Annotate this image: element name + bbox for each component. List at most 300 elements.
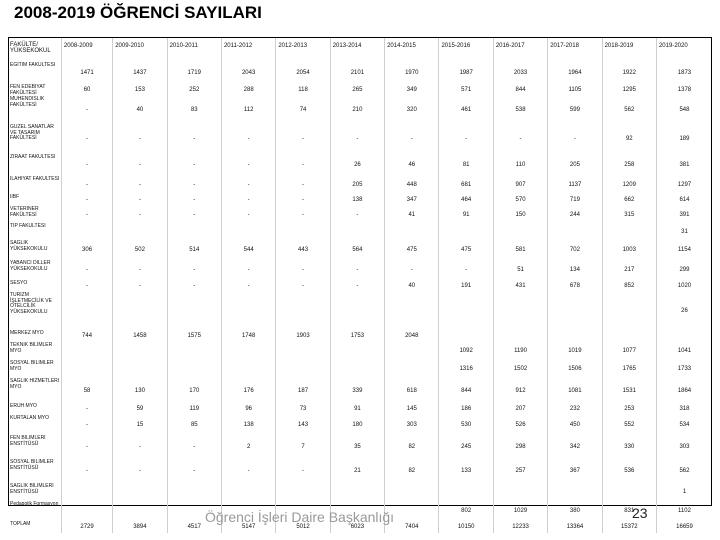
value-cell: -: [61, 435, 112, 459]
value-cell: 1964: [548, 62, 602, 84]
value-cell: 1154: [656, 240, 712, 260]
value-cell: 253: [602, 403, 656, 415]
table-row: [9, 403, 712, 415]
value-cell: -: [385, 260, 439, 280]
value-cell: 514: [167, 240, 221, 260]
value-cell: 1092: [439, 342, 493, 360]
value-cell: 303: [656, 435, 712, 459]
value-cell: 1987: [439, 62, 493, 84]
value-cell: [439, 330, 493, 342]
value-cell: 1575: [167, 330, 221, 342]
value-cell: 6023: [330, 521, 384, 533]
value-cell: 31: [656, 223, 712, 240]
value-cell: -: [113, 459, 167, 483]
value-cell: -: [61, 124, 112, 154]
value-cell: 16659: [656, 521, 712, 533]
row-label: SESYO: [10, 280, 28, 287]
year-header: 2019-2020: [656, 38, 712, 62]
value-cell: 1502: [493, 360, 547, 378]
value-cell: 1029: [493, 501, 547, 521]
value-cell: 1733: [656, 360, 712, 378]
value-cell: 245: [439, 435, 493, 459]
value-cell: 82: [385, 459, 439, 483]
year-header: 2011-2012: [221, 38, 275, 62]
value-cell: [61, 483, 112, 501]
page-title: 2008-2019 ÖĞRENCİ SAYILARI: [14, 3, 262, 22]
value-cell: 5147: [221, 521, 275, 533]
value-cell: [167, 292, 221, 330]
value-cell: 91: [439, 206, 493, 223]
value-cell: 306: [61, 240, 112, 260]
value-cell: -: [548, 124, 602, 154]
value-cell: [493, 330, 547, 342]
value-cell: 562: [656, 459, 712, 483]
value-cell: 2101: [330, 62, 384, 84]
value-cell: 571: [439, 84, 493, 96]
value-cell: [439, 292, 493, 330]
value-cell: -: [221, 206, 275, 223]
value-cell: [221, 292, 275, 330]
value-cell: -: [167, 435, 221, 459]
value-cell: [61, 292, 112, 330]
value-cell: [385, 483, 439, 501]
value-cell: 431: [493, 280, 547, 292]
value-cell: 318: [656, 403, 712, 415]
value-cell: 1295: [602, 84, 656, 96]
row-label: VETERİNER FAKÜLTESİ: [10, 206, 39, 218]
value-cell: 210: [330, 96, 384, 124]
value-cell: 678: [548, 280, 602, 292]
value-cell: 1970: [385, 62, 439, 84]
value-cell: 2043: [221, 62, 275, 84]
value-cell: [167, 223, 221, 240]
value-cell: [221, 342, 275, 360]
row-label: SOSYAL BİLİMLER MYO: [10, 360, 54, 372]
value-cell: 1748: [221, 330, 275, 342]
value-cell: 536: [602, 459, 656, 483]
value-cell: 7: [276, 435, 330, 459]
value-cell: -: [167, 459, 221, 483]
value-cell: 138: [221, 415, 275, 435]
value-cell: 342: [548, 435, 602, 459]
value-cell: [221, 483, 275, 501]
table-row: [9, 415, 712, 435]
value-cell: 170: [167, 378, 221, 403]
value-cell: [330, 342, 384, 360]
value-cell: 133: [439, 459, 493, 483]
table-row: [9, 260, 712, 280]
table-row: [9, 62, 712, 84]
value-cell: [602, 330, 656, 342]
value-cell: 802: [439, 501, 493, 521]
value-cell: 258: [602, 154, 656, 176]
value-cell: [61, 223, 112, 240]
value-cell: 1471: [61, 62, 112, 84]
value-cell: 475: [385, 240, 439, 260]
value-cell: 1019: [548, 342, 602, 360]
value-cell: [113, 483, 167, 501]
table-row: [9, 124, 712, 154]
value-cell: [602, 223, 656, 240]
value-cell: 1041: [656, 342, 712, 360]
year-header: 2010-2011: [167, 38, 221, 62]
value-cell: 15: [113, 415, 167, 435]
value-cell: 207: [493, 403, 547, 415]
value-cell: -: [113, 194, 167, 206]
value-cell: 912: [493, 378, 547, 403]
value-cell: 4517: [167, 521, 221, 533]
value-cell: [61, 342, 112, 360]
value-cell: [113, 223, 167, 240]
value-cell: 443: [276, 240, 330, 260]
value-cell: [276, 342, 330, 360]
year-header: 2014-2015: [385, 38, 439, 62]
year-header: 2017-2018: [548, 38, 602, 62]
value-cell: 189: [656, 124, 712, 154]
value-cell: [493, 223, 547, 240]
table-row: [9, 330, 712, 342]
value-cell: 205: [548, 154, 602, 176]
value-cell: 186: [439, 403, 493, 415]
value-cell: 180: [330, 415, 384, 435]
value-cell: 562: [602, 96, 656, 124]
value-cell: 5012: [276, 521, 330, 533]
row-label: İLAHİYAT FAKÜLTESİ: [10, 176, 60, 183]
year-header: 2008-2009: [61, 38, 112, 62]
value-cell: 502: [113, 240, 167, 260]
value-cell: [548, 330, 602, 342]
value-cell: -: [113, 280, 167, 292]
value-cell: -: [167, 124, 221, 154]
value-cell: 1137: [548, 176, 602, 194]
value-cell: 91: [330, 403, 384, 415]
value-cell: [276, 483, 330, 501]
value-cell: 153: [113, 84, 167, 96]
value-cell: 244: [548, 206, 602, 223]
table-row: [9, 176, 712, 194]
value-cell: 1922: [602, 62, 656, 84]
value-cell: 112: [221, 96, 275, 124]
value-cell: 2033: [493, 62, 547, 84]
value-cell: 40: [113, 96, 167, 124]
value-cell: 852: [602, 280, 656, 292]
value-cell: [656, 330, 712, 342]
value-cell: 1531: [602, 378, 656, 403]
value-cell: [221, 223, 275, 240]
value-cell: [385, 360, 439, 378]
value-cell: [167, 342, 221, 360]
table-row: [9, 280, 712, 292]
table-row: [9, 206, 712, 223]
value-cell: 831: [602, 501, 656, 521]
value-cell: -: [113, 260, 167, 280]
value-cell: [493, 483, 547, 501]
value-cell: -: [221, 194, 275, 206]
value-cell: 1719: [167, 62, 221, 84]
value-cell: 315: [602, 206, 656, 223]
value-cell: 12233: [493, 521, 547, 533]
value-cell: 35: [330, 435, 384, 459]
value-cell: 530: [439, 415, 493, 435]
value-cell: 110: [493, 154, 547, 176]
value-cell: -: [113, 176, 167, 194]
value-cell: [330, 360, 384, 378]
value-cell: 145: [385, 403, 439, 415]
year-header: 2012-2013: [276, 38, 330, 62]
value-cell: 13364: [548, 521, 602, 533]
value-cell: 448: [385, 176, 439, 194]
value-cell: 59: [113, 403, 167, 415]
value-cell: 252: [167, 84, 221, 96]
row-label: TIP FAKÜLTESİ: [10, 223, 46, 230]
value-cell: [113, 292, 167, 330]
value-cell: [61, 501, 112, 521]
value-cell: 1297: [656, 176, 712, 194]
row-label: MÜHENDİSLİK FAKÜLTESİ: [10, 96, 45, 108]
value-cell: -: [61, 154, 112, 176]
value-cell: 1003: [602, 240, 656, 260]
value-cell: 330: [602, 435, 656, 459]
value-cell: 26: [656, 292, 712, 330]
value-cell: [385, 223, 439, 240]
value-cell: -: [276, 194, 330, 206]
row-label: ZİRAAT FAKÜLTESİ: [10, 154, 56, 161]
value-cell: 380: [548, 501, 602, 521]
row-label: EĞİTİM FAKÜLTESİ: [10, 62, 56, 68]
value-cell: [330, 483, 384, 501]
value-cell: 2729: [61, 521, 112, 533]
value-cell: [276, 360, 330, 378]
row-label: YABANCI DİLLER YÜKSEKOKULU: [10, 260, 51, 272]
value-cell: 391: [656, 206, 712, 223]
value-cell: 41: [385, 206, 439, 223]
value-cell: -: [167, 260, 221, 280]
row-label: TURİZM İŞLETMECİLİK VE OTELCİLİK YÜKSEKOKULU: [10, 292, 52, 315]
value-cell: -: [221, 124, 275, 154]
student-count-table: [9, 38, 712, 533]
row-label: SOSYAL BİLİMLER ENSTİTÜSÜ: [10, 459, 54, 471]
value-cell: 349: [385, 84, 439, 96]
row-label: FAKÜLTE/ YÜKSEKOKUL: [10, 42, 51, 54]
value-cell: 1506: [548, 360, 602, 378]
value-cell: 475: [439, 240, 493, 260]
value-cell: -: [113, 435, 167, 459]
value-cell: 60: [61, 84, 112, 96]
value-cell: 10150: [439, 521, 493, 533]
table-row: [9, 194, 712, 206]
value-cell: -: [276, 260, 330, 280]
table-row: [9, 435, 712, 459]
value-cell: [330, 223, 384, 240]
value-cell: -: [276, 154, 330, 176]
value-cell: 73: [276, 403, 330, 415]
value-cell: 92: [602, 124, 656, 154]
value-cell: 232: [548, 403, 602, 415]
table-row: [9, 342, 712, 360]
value-cell: [602, 483, 656, 501]
value-cell: 2054: [276, 62, 330, 84]
value-cell: 85: [167, 415, 221, 435]
footer-department: Öğrenci İşleri Daire Başkanlığı: [205, 509, 395, 525]
value-cell: 347: [385, 194, 439, 206]
value-cell: 581: [493, 240, 547, 260]
row-label: SAĞLIK BİLİMLERİ ENSTİTÜSÜ: [10, 483, 54, 495]
value-cell: -: [61, 206, 112, 223]
value-cell: 844: [439, 378, 493, 403]
year-header: 2016-2017: [493, 38, 547, 62]
value-cell: 303: [385, 415, 439, 435]
value-cell: -: [167, 194, 221, 206]
value-cell: [61, 360, 112, 378]
value-cell: -: [167, 206, 221, 223]
value-cell: 907: [493, 176, 547, 194]
value-cell: 1081: [548, 378, 602, 403]
row-label: İİBF: [10, 194, 20, 201]
value-cell: 534: [656, 415, 712, 435]
value-cell: 176: [221, 378, 275, 403]
value-cell: 552: [602, 415, 656, 435]
value-cell: -: [493, 124, 547, 154]
value-cell: [113, 501, 167, 521]
value-cell: 1209: [602, 176, 656, 194]
table-row: [9, 154, 712, 176]
year-header: 2015-2016: [439, 38, 493, 62]
value-cell: 46: [385, 154, 439, 176]
value-cell: 464: [439, 194, 493, 206]
value-cell: 548: [656, 96, 712, 124]
table-row: [9, 223, 712, 240]
value-cell: -: [330, 124, 384, 154]
value-cell: 187: [276, 378, 330, 403]
value-cell: 1077: [602, 342, 656, 360]
value-cell: 544: [221, 240, 275, 260]
year-header: 2009-2010: [113, 38, 167, 62]
value-cell: 538: [493, 96, 547, 124]
value-cell: 21: [330, 459, 384, 483]
value-cell: 614: [656, 194, 712, 206]
value-cell: -: [276, 176, 330, 194]
value-cell: 1378: [656, 84, 712, 96]
value-cell: -: [61, 194, 112, 206]
row-label: GÜZEL SANATLAR VE TASARIM FAKÜLTESİ: [10, 124, 54, 142]
value-cell: 150: [493, 206, 547, 223]
value-cell: -: [439, 260, 493, 280]
value-cell: 96: [221, 403, 275, 415]
value-cell: -: [61, 403, 112, 415]
value-cell: [439, 483, 493, 501]
value-cell: -: [113, 124, 167, 154]
row-label: ERUH MYO: [10, 403, 37, 410]
table-row: [9, 240, 712, 260]
value-cell: 83: [167, 96, 221, 124]
value-cell: 1458: [113, 330, 167, 342]
value-cell: 119: [167, 403, 221, 415]
value-cell: -: [439, 124, 493, 154]
value-cell: -: [276, 206, 330, 223]
value-cell: 58: [61, 378, 112, 403]
row-label: SAĞLIK YÜKSEKOKULU: [10, 240, 48, 252]
value-cell: 2: [221, 435, 275, 459]
value-cell: [276, 223, 330, 240]
table-row: [9, 292, 712, 330]
table-row: [9, 84, 712, 96]
value-cell: 2048: [385, 330, 439, 342]
value-cell: 339: [330, 378, 384, 403]
row-label: FEN BİLİMLERİ ENSTİTÜSÜ: [10, 435, 46, 447]
value-cell: 51: [493, 260, 547, 280]
value-cell: 257: [493, 459, 547, 483]
value-cell: [330, 292, 384, 330]
table-body: [9, 38, 712, 533]
value-cell: -: [61, 280, 112, 292]
value-cell: 367: [548, 459, 602, 483]
row-label: SAĞLIK HİZMETLERİ MYO: [10, 378, 60, 390]
value-cell: -: [276, 280, 330, 292]
value-cell: 662: [602, 194, 656, 206]
value-cell: 298: [493, 435, 547, 459]
value-cell: [385, 292, 439, 330]
value-cell: 564: [330, 240, 384, 260]
value-cell: [548, 483, 602, 501]
value-cell: 702: [548, 240, 602, 260]
value-cell: 744: [61, 330, 112, 342]
header-row: [9, 38, 712, 62]
value-cell: [493, 292, 547, 330]
value-cell: -: [221, 459, 275, 483]
value-cell: 74: [276, 96, 330, 124]
row-label: Pedagojik Formasyon: [10, 501, 59, 508]
value-cell: -: [330, 260, 384, 280]
value-cell: -: [276, 124, 330, 154]
value-cell: 1753: [330, 330, 384, 342]
value-cell: 599: [548, 96, 602, 124]
value-cell: -: [276, 459, 330, 483]
value-cell: 526: [493, 415, 547, 435]
value-cell: 130: [113, 378, 167, 403]
value-cell: 299: [656, 260, 712, 280]
value-cell: 1873: [656, 62, 712, 84]
value-cell: [602, 292, 656, 330]
value-cell: 134: [548, 260, 602, 280]
value-cell: 82: [385, 435, 439, 459]
value-cell: 570: [493, 194, 547, 206]
value-cell: 1437: [113, 62, 167, 84]
year-header: 2013-2014: [330, 38, 384, 62]
value-cell: 320: [385, 96, 439, 124]
value-cell: [113, 342, 167, 360]
value-cell: 681: [439, 176, 493, 194]
table-row: [9, 459, 712, 483]
value-cell: 1316: [439, 360, 493, 378]
value-cell: -: [61, 415, 112, 435]
value-cell: [385, 342, 439, 360]
value-cell: -: [61, 260, 112, 280]
value-cell: 719: [548, 194, 602, 206]
value-cell: -: [61, 459, 112, 483]
value-cell: 217: [602, 260, 656, 280]
value-cell: -: [113, 206, 167, 223]
value-cell: 1190: [493, 342, 547, 360]
value-cell: -: [167, 176, 221, 194]
value-cell: 1: [656, 483, 712, 501]
row-label: TOPLAM: [10, 521, 31, 528]
value-cell: [276, 292, 330, 330]
value-cell: -: [61, 96, 112, 124]
value-cell: 1903: [276, 330, 330, 342]
value-cell: 191: [439, 280, 493, 292]
value-cell: 3894: [113, 521, 167, 533]
value-cell: -: [61, 176, 112, 194]
